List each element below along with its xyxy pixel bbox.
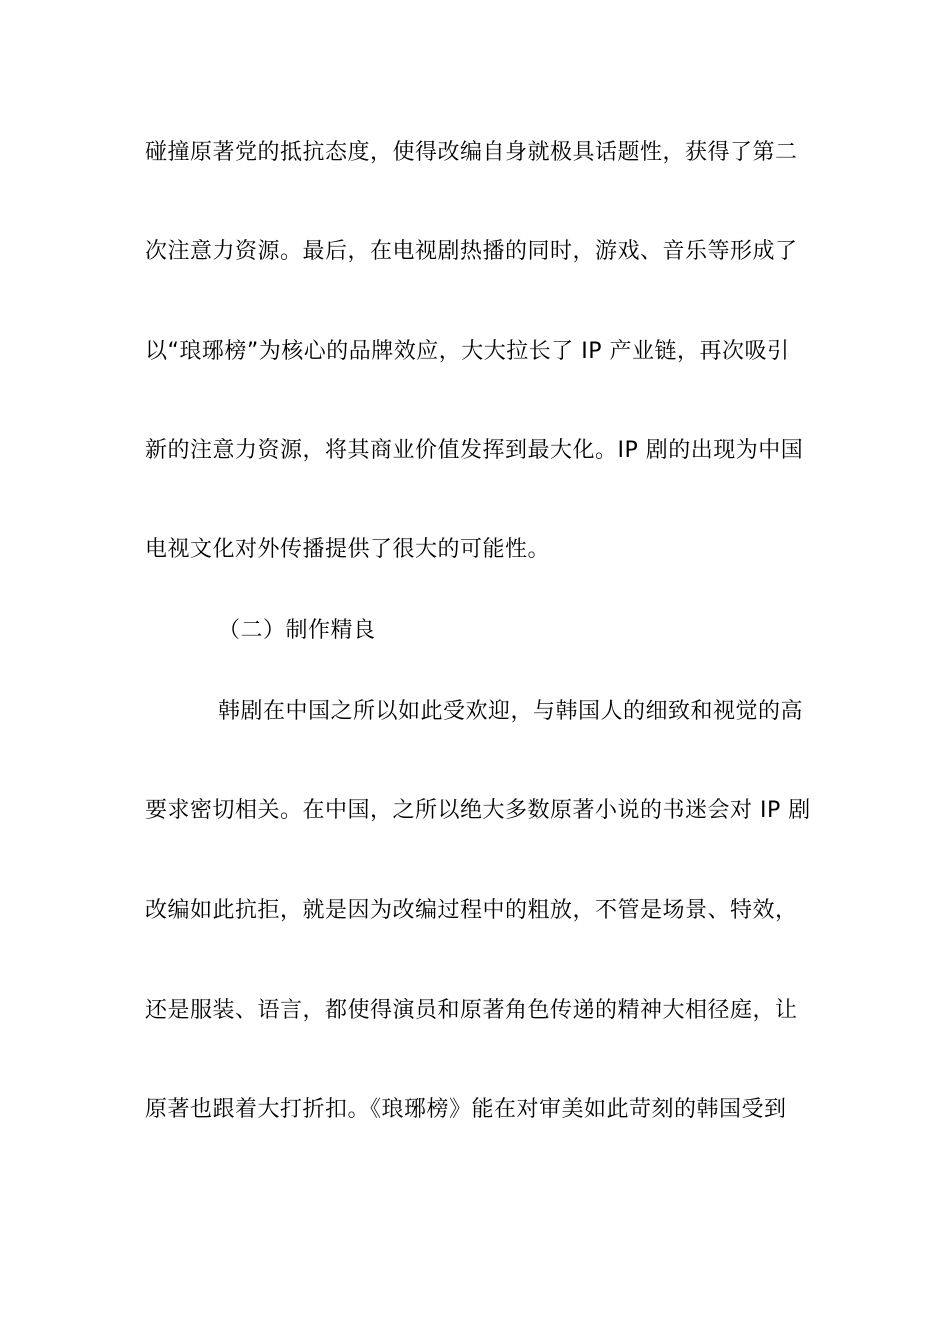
body-text-line: 要求密切相关。在中国，之所以绝大多数原著小说的书迷会对 IP 剧: [145, 798, 811, 823]
body-text-line: 电视文化对外传播提供了很大的可能性。: [145, 537, 551, 562]
body-text-line: 新的注意力资源，将其商业价值发挥到最大化。IP 剧的出现为中国: [145, 438, 804, 463]
body-text-line: 次注意力资源。最后，在电视剧热播的同时，游戏、音乐等形成了: [145, 239, 798, 264]
section-heading: （二）制作精良: [218, 618, 376, 643]
body-text-line: 还是服装、语言，都使得演员和原著角色传递的精神大相径庭，让: [145, 998, 798, 1023]
body-text-line: 碰撞原著党的抵抗态度，使得改编自身就极具话题性，获得了第二: [145, 140, 798, 165]
body-text-line: 改编如此抗拒，就是因为改编过程中的粗放，不管是场景、特效，: [145, 898, 798, 923]
body-text-line: 原著也跟着大打折扣。《琅琊榜》能在对审美如此苛刻的韩国受到: [145, 1097, 787, 1122]
paragraph-first-line: 韩剧在中国之所以如此受欢迎，与韩国人的细致和视觉的高: [218, 699, 804, 724]
body-text-line: 以“琅琊榜”为核心的品牌效应，大大拉长了 IP 产业链，再次吸引: [145, 339, 790, 364]
